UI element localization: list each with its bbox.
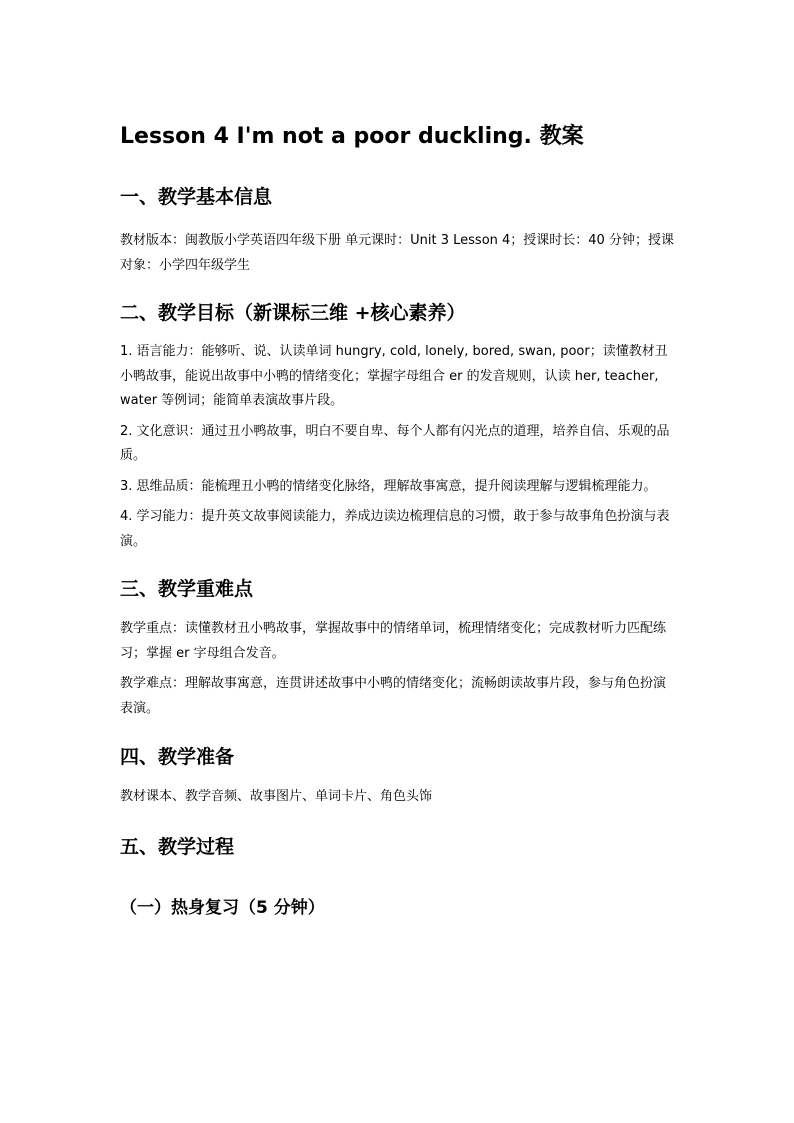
paragraph-basic-info: 教材版本：闽教版小学英语四年级下册 单元课时：Unit 3 Lesson 4；授课时长：40 分钟；授课对象：小学四年级学生 <box>120 233 674 273</box>
paragraph-objective-learning: 4. 学习能力：提升英文故事阅读能力，养成边读边梳理信息的习惯，敢于参与故事角色扮演与表演。 <box>120 509 670 549</box>
paragraph-difficult-points: 教学难点：理解故事寓意，连贯讲述故事中小鸭的情绪变化；流畅朗读故事片段，参与角色扮演表演。 <box>120 676 667 716</box>
document-content <box>120 120 676 922</box>
paragraph-objective-language: 1. 语言能力：能够听、说、认读单词 hungry, cold, lonely, bored, swan, poor；读懂教材丑小鸭故事，能说出故事中小鸭的情绪变化；掌握字母组合 er 的发音规则，认读 her, teacher, water 等例词；能简单表演故事片段。 <box>120 344 668 408</box>
section-heading-process: 五、教学过程 <box>120 835 235 858</box>
paragraph-key-points: 教学重点：读懂教材丑小鸭故事，掌握故事中的情绪单词，梳理情绪变化；完成教材听力匹配练习；掌握 er 字母组合发音。 <box>120 621 667 661</box>
section-heading-key-points: 三、教学重难点 <box>120 578 254 600</box>
section-heading-objectives: 二、教学目标（新课标三维 +核心素养） <box>120 302 466 324</box>
paragraph-objective-thinking: 3. 思维品质：能梳理丑小鸭的情绪变化脉络，理解故事寓意，提升阅读理解与逻辑梳理能力。 <box>120 478 657 494</box>
section-heading-basic-info: 一、教学基本信息 <box>120 186 273 208</box>
paragraph-objective-culture: 2. 文化意识：通过丑小鸭故事，明白不要自卑、每个人都有闪光点的道理，培养自信、乐观的品质。 <box>120 423 670 463</box>
paragraph-preparation: 教材课本、教学音频、故事图片、单词卡片、角色头饰 <box>120 789 433 804</box>
document-title: Lesson 4 I'm not a poor duckling. 教案 <box>120 124 584 149</box>
subsection-heading-warm-up: （一）热身复习（5 分钟） <box>120 897 325 918</box>
section-heading-preparation: 四、教学准备 <box>120 746 235 768</box>
